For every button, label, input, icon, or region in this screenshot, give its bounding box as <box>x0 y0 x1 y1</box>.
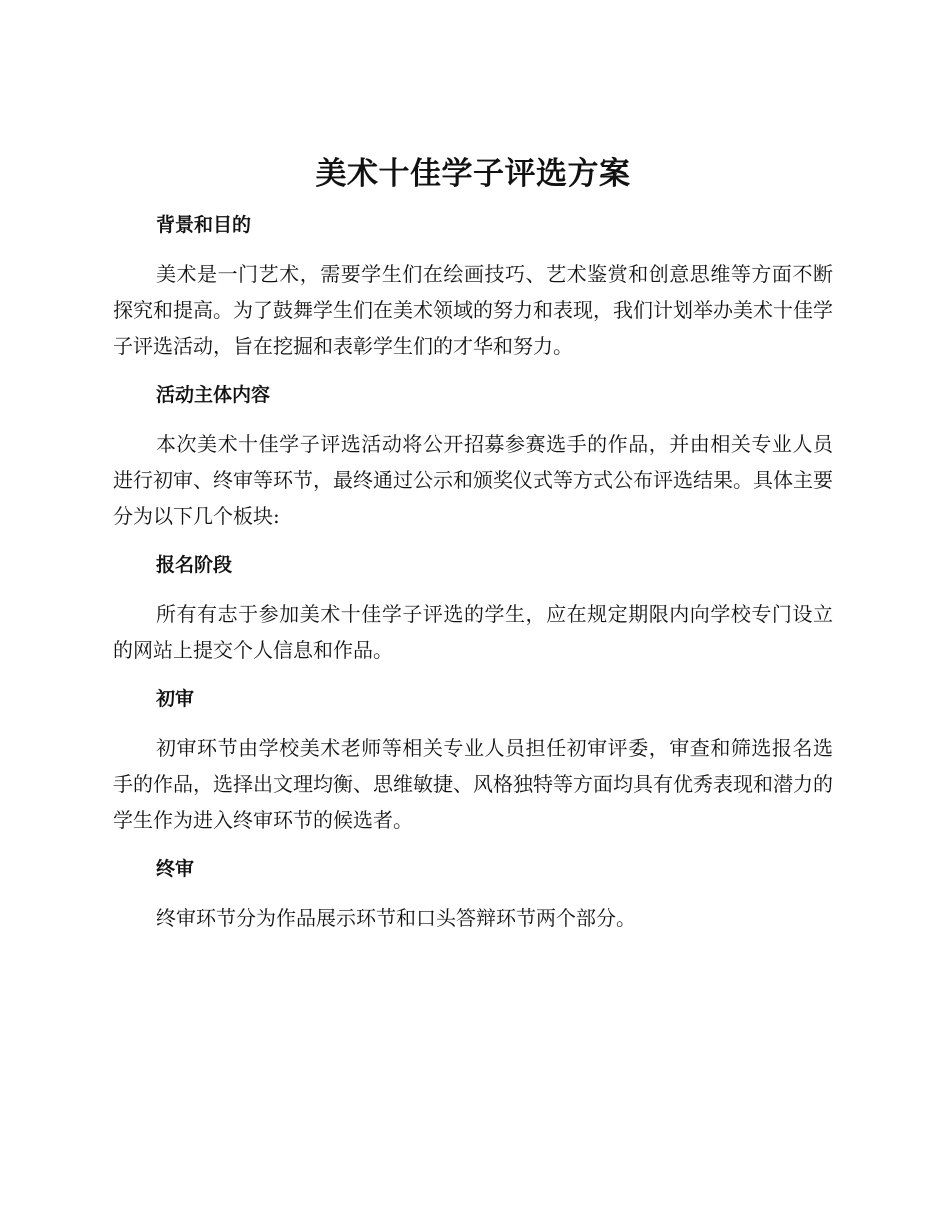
section-paragraph-registration: 所有有志于参加美术十佳学子评选的学生，应在规定期限内向学校专门设立的网站上提交个人信息和作品。 <box>113 602 833 662</box>
section-heading-activity-content: 活动主体内容 <box>156 384 271 406</box>
section-heading-final-review: 终审 <box>156 858 195 880</box>
document-body <box>113 148 833 936</box>
section-paragraph-final-review: 终审环节分为作品展示环节和口头答辩环节两个部分。 <box>156 906 636 930</box>
section-heading-registration: 报名阶段 <box>156 554 233 576</box>
section-heading-background: 背景和目的 <box>156 214 252 236</box>
section-heading-preliminary-review: 初审 <box>156 688 195 710</box>
section-paragraph-activity-content: 本次美术十佳学子评选活动将公开招募参赛选手的作品，并由相关专业人员进行初审、终审等环节，最终通过公示和颁奖仪式等方式公布评选结果。具体主要分为以下几个板块: <box>113 432 833 528</box>
document-title: 美术十佳学子评选方案 <box>315 156 631 192</box>
section-paragraph-preliminary-review: 初审环节由学校美术老师等相关专业人员担任初审评委，审查和筛选报名选手的作品，选择出文理均衡、思维敏捷、风格独特等方面均具有优秀表现和潜力的学生作为进入终审环节的候选者。 <box>113 736 833 832</box>
section-paragraph-background: 美术是一门艺术，需要学生们在绘画技巧、艺术鉴赏和创意思维等方面不断探究和提高。为了鼓舞学生们在美术领域的努力和表现，我们计划举办美术十佳学子评选活动，旨在挖掘和表彰学生们的才华和努力。 <box>113 262 833 358</box>
